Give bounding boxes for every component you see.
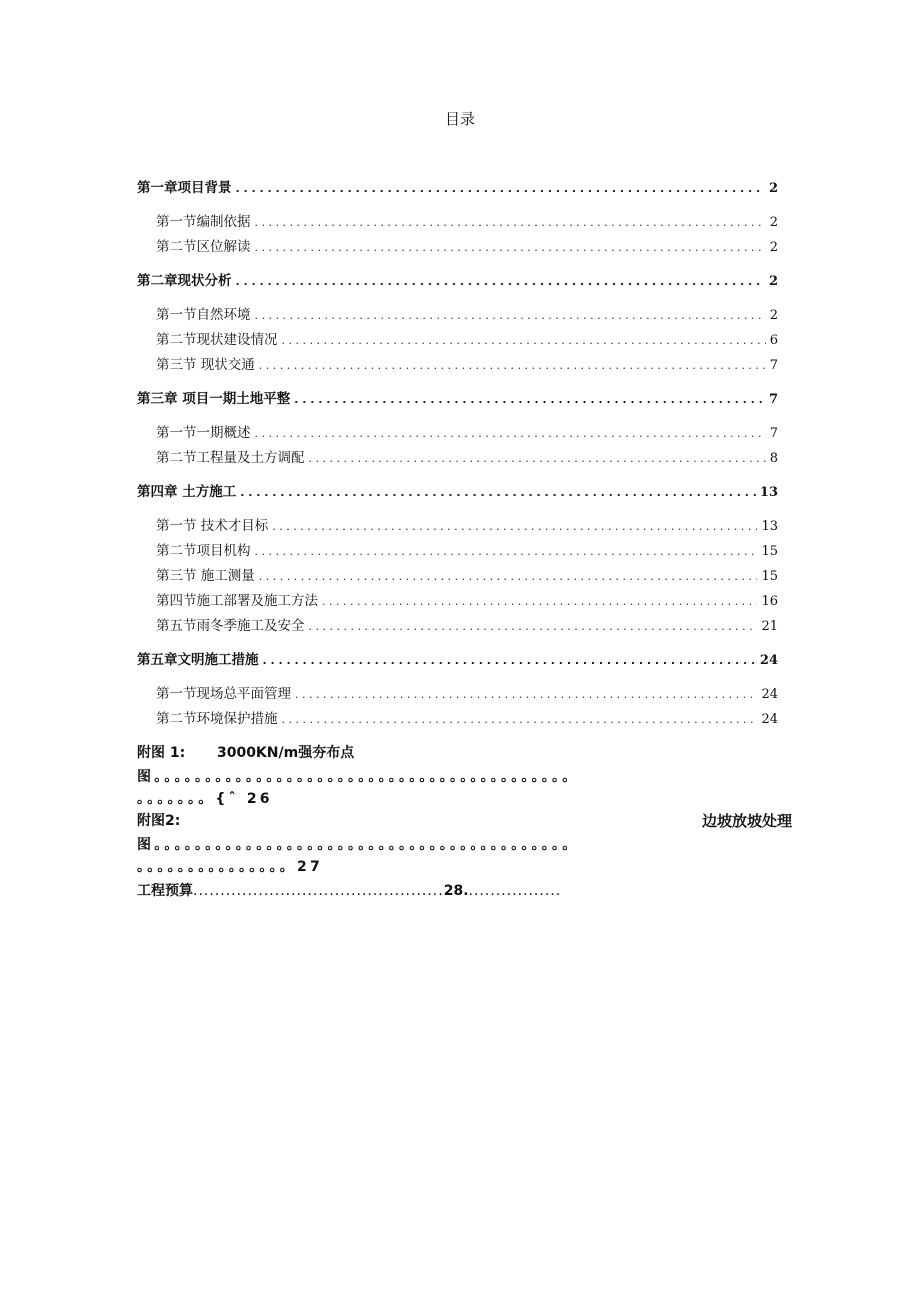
appendix-2	[137, 810, 792, 878]
section-label: 第一节一期概述	[156, 425, 251, 441]
toc-section-row	[137, 421, 778, 446]
toc-chapter-row	[137, 387, 778, 412]
section-page: 8	[769, 451, 778, 466]
toc-chapter-row	[137, 176, 778, 201]
leader-dots	[295, 688, 757, 701]
appendix-1-line3: 。。。。。。。{ˆ 26	[137, 791, 273, 807]
leader-dots	[282, 334, 766, 347]
section-page: 6	[769, 333, 778, 348]
chapter-label: 第三章 项目一期土地平整	[137, 391, 291, 407]
chapter-page: 2	[768, 274, 778, 289]
section-page: 2	[769, 308, 778, 323]
leader-dots	[272, 520, 757, 533]
toc-section-row	[137, 235, 778, 260]
appendix-1	[137, 742, 792, 810]
section-label: 第二节现状建设情况	[156, 332, 278, 348]
toc-section-row	[137, 210, 778, 235]
section-page: 2	[769, 215, 778, 230]
section-page: 21	[761, 619, 778, 634]
section-label: 第五节雨冬季施工及安全	[156, 618, 305, 634]
section-label: 第三节 施工测量	[156, 568, 255, 584]
toc-chapter-row	[137, 269, 778, 294]
chapter-page: 13	[759, 485, 778, 500]
toc-section-row	[137, 564, 778, 589]
section-page: 24	[761, 712, 778, 727]
table-of-contents	[137, 176, 778, 732]
section-page: 13	[761, 519, 778, 534]
section-page: 2	[769, 240, 778, 255]
appendix-2-line3: 。。。。。。。。。。。。。。。27	[137, 859, 323, 875]
appendix-2-line2: 图。。。。。。。。。。。。。。。。。。。。。。。。。。。。。。。。。。。。。。。。。	[137, 837, 580, 853]
toc-section-row	[137, 589, 778, 614]
leader-dots	[236, 182, 765, 195]
chapter-label: 第四章 土方施工	[137, 484, 237, 500]
toc-chapter-row	[137, 480, 778, 505]
section-page: 15	[761, 544, 778, 559]
toc-chapter-row	[137, 648, 778, 673]
section-page: 16	[761, 594, 778, 609]
section-label: 第二节项目机构	[156, 543, 251, 559]
section-page: 24	[761, 687, 778, 702]
leader-dots	[255, 309, 766, 322]
toc-title: 目录	[444, 110, 475, 128]
chapter-label: 第二章现状分析	[137, 273, 232, 289]
budget-entry	[137, 880, 561, 900]
leader-dots	[255, 545, 758, 558]
leader-dots	[236, 275, 765, 288]
chapter-label: 第五章文明施工措施	[137, 652, 259, 668]
toc-section-row	[137, 353, 778, 378]
leader-dots	[255, 216, 766, 229]
chapter-label: 第一章项目背景	[137, 180, 232, 196]
section-label: 第二节工程量及土方调配	[156, 450, 305, 466]
appendix-1-prefix: 附图 1:	[137, 745, 186, 761]
appendix-1-title: 3000KN/m强夯布点	[216, 745, 355, 761]
leader-dots	[259, 359, 766, 372]
toc-section-row	[137, 303, 778, 328]
budget-dots: ..............................................	[193, 883, 444, 899]
section-label: 第一节自然环境	[156, 307, 251, 323]
section-label: 第二节环境保护措施	[156, 711, 278, 727]
leader-dots	[240, 486, 756, 499]
chapter-page: 2	[768, 181, 778, 196]
budget-page: 28.	[443, 883, 469, 899]
section-label: 第四节施工部署及施工方法	[156, 593, 318, 609]
leader-dots	[282, 713, 758, 726]
budget-tail: .................	[468, 883, 562, 899]
toc-section-row	[137, 539, 778, 564]
section-label: 第一节编制依据	[156, 214, 251, 230]
section-label: 第一节现场总平面管理	[156, 686, 291, 702]
leader-dots	[255, 427, 766, 440]
leader-dots	[255, 241, 766, 254]
section-page: 7	[769, 426, 778, 441]
section-label: 第三节 现状交通	[156, 357, 255, 373]
toc-section-row	[137, 328, 778, 353]
toc-section-row	[137, 682, 778, 707]
toc-section-row	[137, 707, 778, 732]
appendix-2-title: 边坡放坡处理	[701, 812, 792, 830]
toc-section-row	[137, 446, 778, 471]
toc-section-row	[137, 514, 778, 539]
appendix-1-line2: 图。。。。。。。。。。。。。。。。。。。。。。。。。。。。。。。。。。。。。。。。。	[137, 769, 580, 785]
leader-dots	[263, 654, 756, 667]
toc-section-row	[137, 614, 778, 639]
appendix-2-prefix: 附图2:	[137, 813, 181, 829]
section-page: 15	[761, 569, 778, 584]
leader-dots	[259, 570, 758, 583]
leader-dots	[322, 595, 757, 608]
leader-dots	[294, 393, 765, 406]
leader-dots	[309, 452, 766, 465]
chapter-page: 24	[759, 653, 778, 668]
section-label: 第一节 技术才目标	[156, 518, 269, 534]
budget-label: 工程预算	[137, 883, 193, 899]
leader-dots	[309, 620, 758, 633]
section-page: 7	[769, 358, 778, 373]
section-label: 第二节区位解读	[156, 239, 251, 255]
chapter-page: 7	[768, 392, 778, 407]
